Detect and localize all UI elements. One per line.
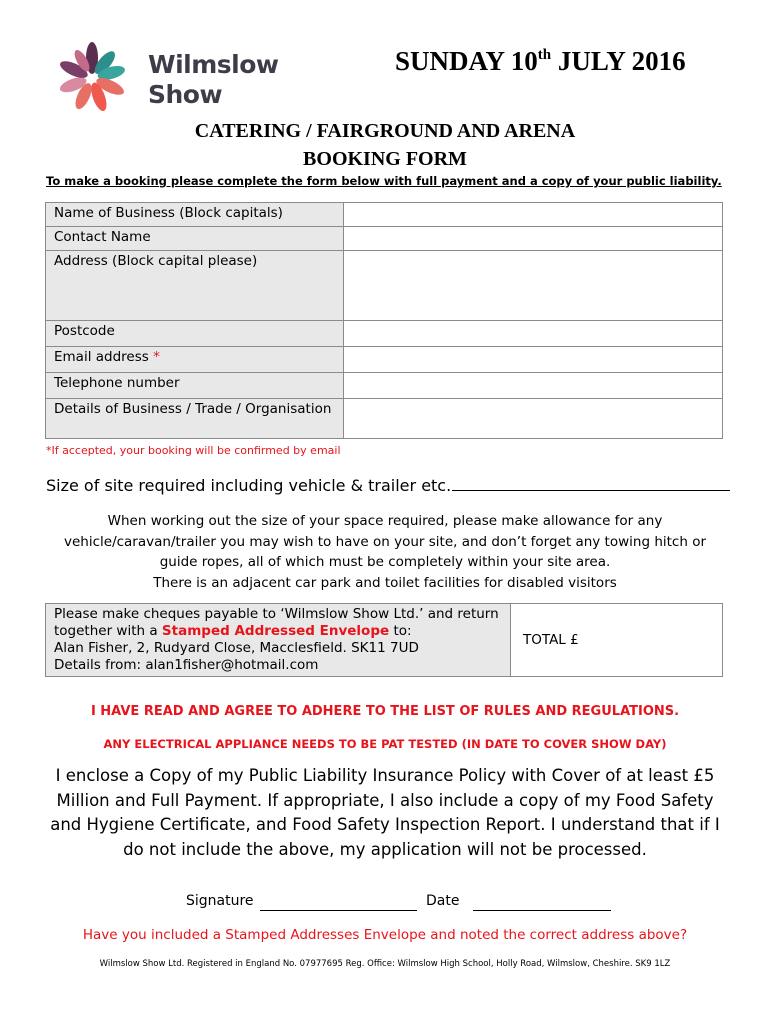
total-label: TOTAL £ <box>523 632 579 648</box>
table-row <box>46 399 723 439</box>
payment-line-2-suffix: to: <box>389 623 412 639</box>
email-field[interactable] <box>344 347 723 373</box>
business-details-label: Details of Business / Trade / Organisation <box>46 399 344 439</box>
allowance-line-4: There is an adjacent car park and toilet facilities for disabled visitors <box>153 574 617 591</box>
email-label <box>46 347 344 373</box>
required-asterisk: * <box>153 349 160 365</box>
site-size-line[interactable] <box>452 490 730 491</box>
address-field[interactable] <box>344 251 723 321</box>
date-label: Date <box>426 893 460 909</box>
email-label-text: Email address <box>54 349 154 365</box>
date-line[interactable] <box>473 910 611 911</box>
business-name-label: Name of Business (Block capitals) <box>46 203 344 227</box>
event-date-day: SUNDAY 10 <box>395 46 538 76</box>
flower-logo-icon <box>48 40 144 120</box>
site-allowance-notes <box>40 511 730 593</box>
address-label: Address (Block capital please) <box>46 251 344 321</box>
wilmslow-show-logo <box>48 40 288 116</box>
form-title-line-1: CATERING / FAIRGROUND AND ARENA <box>194 120 576 142</box>
table-row <box>46 203 723 227</box>
event-date <box>395 46 686 77</box>
payment-line-2 <box>54 623 502 640</box>
form-title <box>0 117 770 173</box>
email-confirmation-note: *If accepted, your booking will be confirmed by email <box>46 444 341 457</box>
table-row <box>46 347 723 373</box>
table-row <box>46 251 723 321</box>
sae-highlight: Stamped Addressed Envelope <box>161 623 390 639</box>
sae-reminder: Have you included a Stamped Addresses Envelope and noted the correct address above? <box>82 927 688 943</box>
logo-line-1: Wilmslow <box>148 50 279 79</box>
payment-contact: Details from: alan1fisher@hotmail.com <box>54 657 319 673</box>
event-date-month-year: JULY 2016 <box>551 46 686 76</box>
allowance-line-1: When working out the size of your space required, please make allowance for any <box>107 513 663 529</box>
telephone-field[interactable] <box>344 373 723 399</box>
booking-instructions: To make a booking please complete the form below with full payment and a copy of your public liability. <box>46 174 722 188</box>
payment-table <box>45 603 723 677</box>
registration-footer: Wilmslow Show Ltd. Registered in England No. 07977695 Reg. Office: Wilmslow High School, Holly Road, Wilmslow, Cheshire. SK9 1LZ <box>99 959 671 969</box>
table-row <box>46 604 723 677</box>
payment-line-1: Please make cheques payable to ‘Wilmslow Show Ltd.’ and return <box>54 606 499 622</box>
contact-name-field[interactable] <box>344 227 723 251</box>
table-row <box>46 227 723 251</box>
event-date-ordinal: th <box>537 47 552 63</box>
total-field[interactable] <box>511 604 723 677</box>
postcode-field[interactable] <box>344 321 723 347</box>
payment-address: Alan Fisher, 2, Rudyard Close, Macclesfield. SK11 7UD <box>54 640 419 656</box>
signature-line[interactable] <box>260 910 417 911</box>
table-row <box>46 373 723 399</box>
site-size-label: Size of site required including vehicle & trailer etc. <box>46 476 452 495</box>
payment-line-2-prefix: together with a <box>54 623 162 639</box>
allowance-line-2: vehicle/caravan/trailer you may wish to have on your site, and don’t forget any towing hitch or <box>63 533 706 550</box>
insurance-declaration: I enclose a Copy of my Public Liability Insurance Policy with Cover of at least £5 Million and Full Payment. If appropriate, I also include a copy of my Food Safety and Hygiene Certificate, and Food Safety Inspection Report. I understand that if I do not include the above, my application will not be processed. <box>50 766 720 859</box>
form-title-line-2: BOOKING FORM <box>303 148 467 170</box>
applicant-details-table <box>45 202 723 439</box>
postcode-label: Postcode <box>46 321 344 347</box>
telephone-label: Telephone number <box>46 373 344 399</box>
signature-label: Signature <box>186 893 254 909</box>
business-details-field[interactable] <box>344 399 723 439</box>
table-row <box>46 321 723 347</box>
contact-name-label: Contact Name <box>46 227 344 251</box>
business-name-field[interactable] <box>344 203 723 227</box>
allowance-line-3: guide ropes, all of which must be completely within your site area. <box>159 554 611 570</box>
logo-line-2: Show <box>148 80 223 109</box>
logo-wordmark <box>148 50 279 110</box>
rules-agreement: I HAVE READ AND AGREE TO ADHERE TO THE LIST OF RULES AND REGULATIONS. <box>90 704 680 719</box>
pat-testing-notice: ANY ELECTRICAL APPLIANCE NEEDS TO BE PAT TESTED (IN DATE TO COVER SHOW DAY) <box>103 737 667 751</box>
payment-instructions <box>46 604 511 677</box>
